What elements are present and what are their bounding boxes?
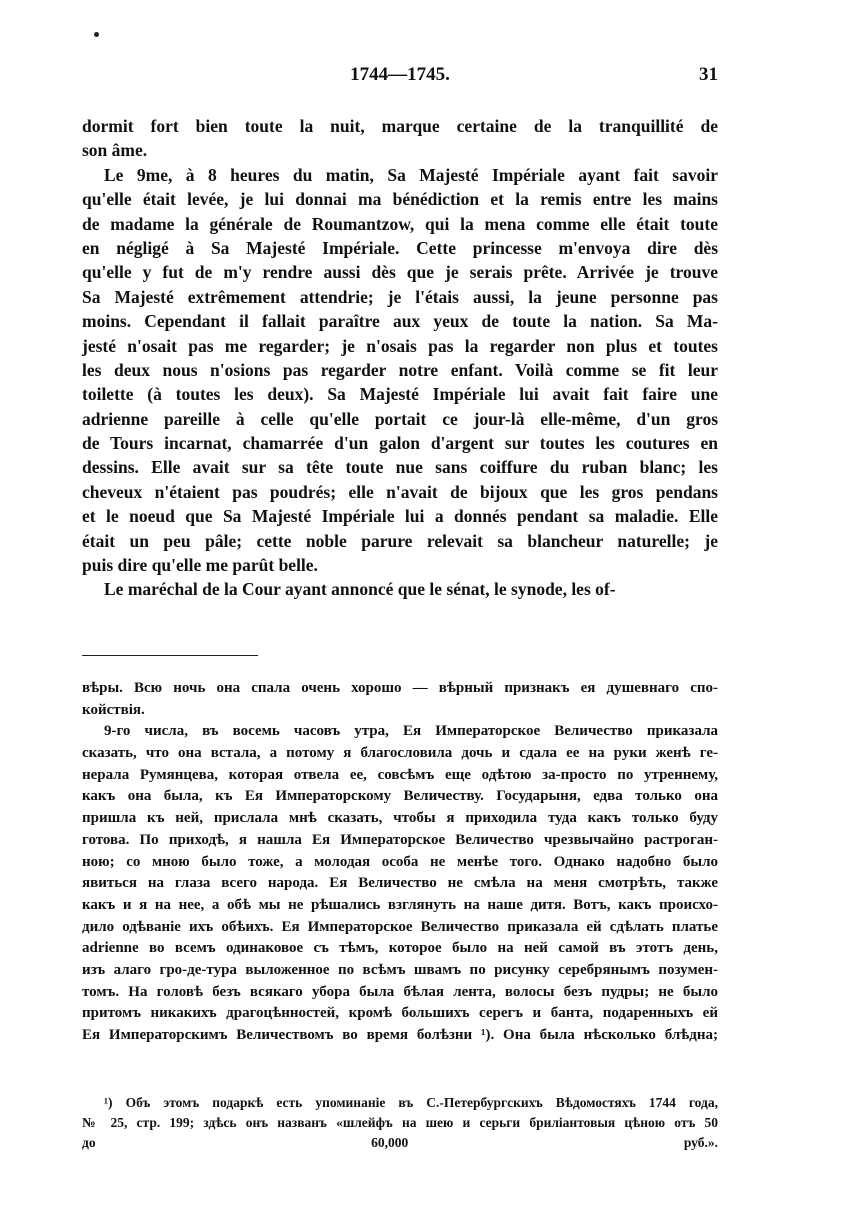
russian-translation [82, 678, 718, 1047]
text-line: adrienne во всемъ одинаковое съ тѣмъ, которое было на ней самой въ этотъ день, [82, 940, 718, 957]
scan-speck [94, 32, 99, 37]
text-line: dormit fort bien toute la nuit, marque certaine de la tranquillité de [82, 116, 718, 136]
text-line: puis dire qu'elle me parût belle. [82, 555, 318, 576]
text-line: était un peu pâle; cette noble parure relevait sa blancheur naturelle; je [82, 530, 718, 551]
text-line: dessins. Elle avait sur sa tête toute nue sans coiffure du ruban blanc; les [82, 457, 718, 478]
footnote-separator [82, 655, 258, 656]
text-line: Sa Majesté extrêmement attendrie; je l'étais aussi, la jeune personne pas [82, 286, 718, 307]
text-line: de Tours incarnat, chamarrée d'un galon d'argent sur toutes les coutures en [82, 433, 718, 454]
page-number: 31 [699, 64, 718, 85]
text-line: les deux nous n'osions pas regarder notre enfant. Voilà comme se fit leur [82, 359, 718, 380]
text-line: № 25, стр. 199; здѣсь онъ названъ «шлейфъ на шею и серьги бриліантовыя цѣною отъ 50 [82, 1115, 718, 1130]
text-line: en négligé à Sa Majesté Impériale. Cette princesse m'envoya dire dès [82, 237, 718, 258]
text-line: et le noeud que Sa Majesté Impériale lui a donnés pendant sa maladie. Elle [82, 506, 718, 527]
text-line: какъ она была, къ Ея Императорскому Величеству. Государыня, едва только она [82, 788, 718, 805]
text-line: moins. Cependant il fallait paraître aux yeux de toute la nation. Sa Ma- [82, 311, 718, 332]
text-line: нерала Румянцева, которая отвела ее, совсѣмъ еще одѣтою за-просто по утреннему, [82, 766, 718, 783]
text-line: de madame la générale de Roumantzow, qui la mena comme elle était toute [82, 213, 718, 234]
text-line: ¹) Объ этомъ подаркѣ есть упоминаніе въ С.-Петербургскихъ Вѣдомостяхъ 1744 года, [104, 1095, 718, 1110]
text-line: Le 9me, à 8 heures du matin, Sa Majesté Impériale ayant fait savoir [104, 164, 718, 185]
text-line: 9-го числа, въ восемь часовъ утра, Ея Императорское Величество приказала [104, 723, 718, 740]
text-line: son âme. [82, 140, 148, 161]
text-line: явиться на глаза всего народа. Ея Величество не смѣла на меня смотрѣть, также [82, 875, 718, 892]
text-line: вѣры. Всю ночь она спала очень хорошо — вѣрный признакъ ея душевнаго спо- [82, 680, 718, 696]
text-line: qu'elle était levée, je lui donnai ma bénédiction et la remis entre les mains [82, 189, 718, 210]
text-line: готова. По приходѣ, я нашла Ея Императорское Величество чрезвычайно растроган- [82, 831, 718, 848]
text-line: ною; со мною было тоже, а молодая особа не менѣе того. Однако надобно было [82, 853, 718, 870]
text-line: jesté n'osait pas me regarder; je n'osais pas la regarder non plus et toutes [82, 335, 718, 356]
text-line: притомъ никакихъ драгоцѣнностей, кромѣ большихъ серегъ и банта, подаренныхъ ей [82, 1005, 718, 1022]
text-line: Ея Императорскимъ Величествомъ во время болѣзни ¹). Она была нѣсколько блѣдна; [82, 1027, 718, 1043]
text-line: qu'elle y fut de m'y rendre aussi dès que je serais prête. Arrivée je trouve [82, 262, 718, 283]
text-line: adrienne pareille à celle qu'elle portait ce jour-là elle-même, d'un gros [82, 408, 718, 429]
text-line: томъ. На головѣ безъ всякаго убора была бѣлая лента, волосы безъ пудры; не было [82, 983, 718, 1000]
text-line: какъ и я на нее, а обѣ мы не рѣшались взглянуть на наше дитя. Вотъ, какъ происхо- [82, 896, 718, 913]
text-line: изъ алаго гро-де-тура выложенное по всѣмъ швамъ по рисунку серебрянымъ позумен- [82, 961, 718, 978]
text-line: пришла къ ней, прислала мнѣ сказать, чтобы я приходила туда какъ только буду [82, 810, 718, 827]
text-line: toilette (à toutes les deux). Sa Majesté Impériale lui avait fait faire une [82, 384, 718, 405]
header-years: 1744—1745. [350, 64, 450, 85]
running-header [82, 64, 718, 88]
footnote [82, 1093, 718, 1153]
text-line: сказать, что она встала, а потому я благословила дочь и сдала ее на руки женѣ ге- [82, 745, 718, 762]
french-text [82, 114, 718, 602]
text-line: Le maréchal de la Cour ayant annoncé que le sénat, le synode, les of- [104, 579, 616, 600]
text-line: до 60,000 руб.». [82, 1135, 718, 1150]
text-line: койствія. [82, 701, 145, 718]
text-line: cheveux n'étaient pas poudrés; elle n'avait de bijoux que les gros pendans [82, 481, 718, 502]
text-line: дило одѣваніе ихъ обѣихъ. Ея Императорское Величество приказала ей сдѣлать платье [82, 918, 718, 935]
